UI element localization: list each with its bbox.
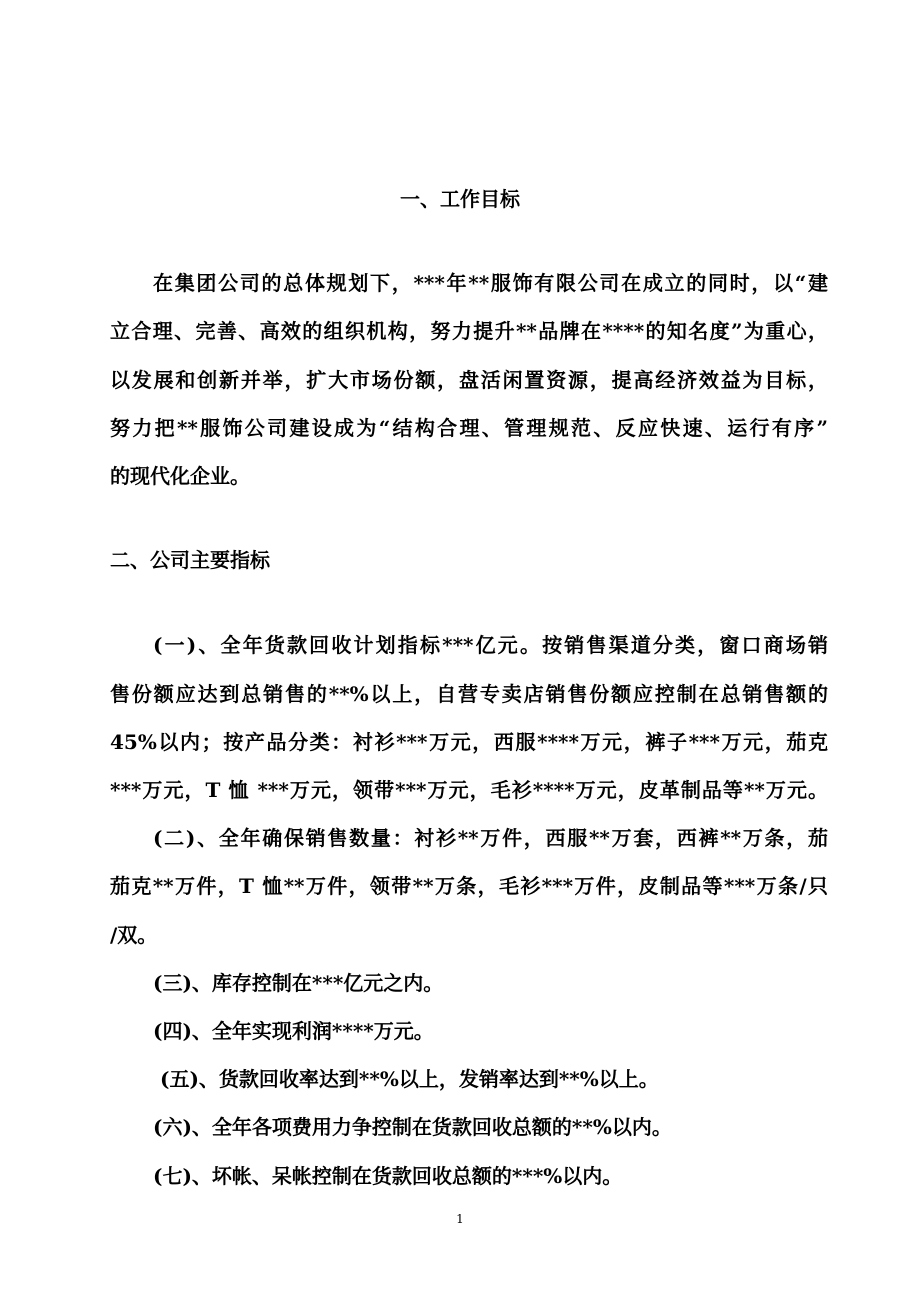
item6: (六)、全年各项费用力争控制在货款回收总额的**%以内。 [153, 1115, 672, 1139]
page-number: 1 [456, 1212, 464, 1226]
item5: (五)、货款回收率达到**%以上，发销率达到**%以上。 [160, 1067, 659, 1091]
item2-line: (二)、全年确保销售数量：衬衫**万件，西服**万套，西裤**万条，茄 [153, 826, 828, 850]
item7: (七)、坏帐、呆帐控制在货款回收总额的***%以内。 [153, 1164, 623, 1188]
section-title-main-indicators: 二、公司主要指标 [110, 548, 270, 572]
item1-line: 售份额应达到总销售的**%以上，自营专卖店销售份额应控制在总销售额的 [110, 682, 828, 706]
item2-line: /双。 [110, 923, 158, 947]
para1-line: 立合理、完善、高效的组织机构，努力提升**品牌在****的知名度”为重心， [110, 319, 828, 343]
para1-line: 在集团公司的总体规划下，***年**服饰有限公司在成立的同时，以“建 [153, 271, 828, 295]
section-title-work-goals: 一、工作目标 [400, 187, 520, 211]
item2-line: 茄克**万件，T 恤**万件，领带**万条，毛衫***万件，皮制品等***万条/只 [110, 874, 828, 898]
item1-line: 45%以内；按产品分类：衬衫***万元，西服****万元，裤子***万元，茄克 [110, 730, 828, 754]
item1-line: (一)、全年货款回收计划指标***亿元。按销售渠道分类，窗口商场销 [153, 633, 828, 657]
item1-line: ***万元，T 恤 ***万元，领带***万元，毛衫****万元，皮革制品等**万元。 [110, 778, 828, 802]
item4: (四)、全年实现利润****万元。 [153, 1019, 434, 1043]
para1-line: 以发展和创新并举，扩大市场份额，盘活闲置资源，提高经济效益为目标， [110, 368, 828, 392]
para1-line: 努力把**服饰公司建设成为“结构合理、管理规范、反应快速、运行有序” [110, 416, 828, 440]
para1-line: 的现代化企业。 [110, 464, 250, 488]
item3: (三)、库存控制在***亿元之内。 [153, 971, 444, 995]
